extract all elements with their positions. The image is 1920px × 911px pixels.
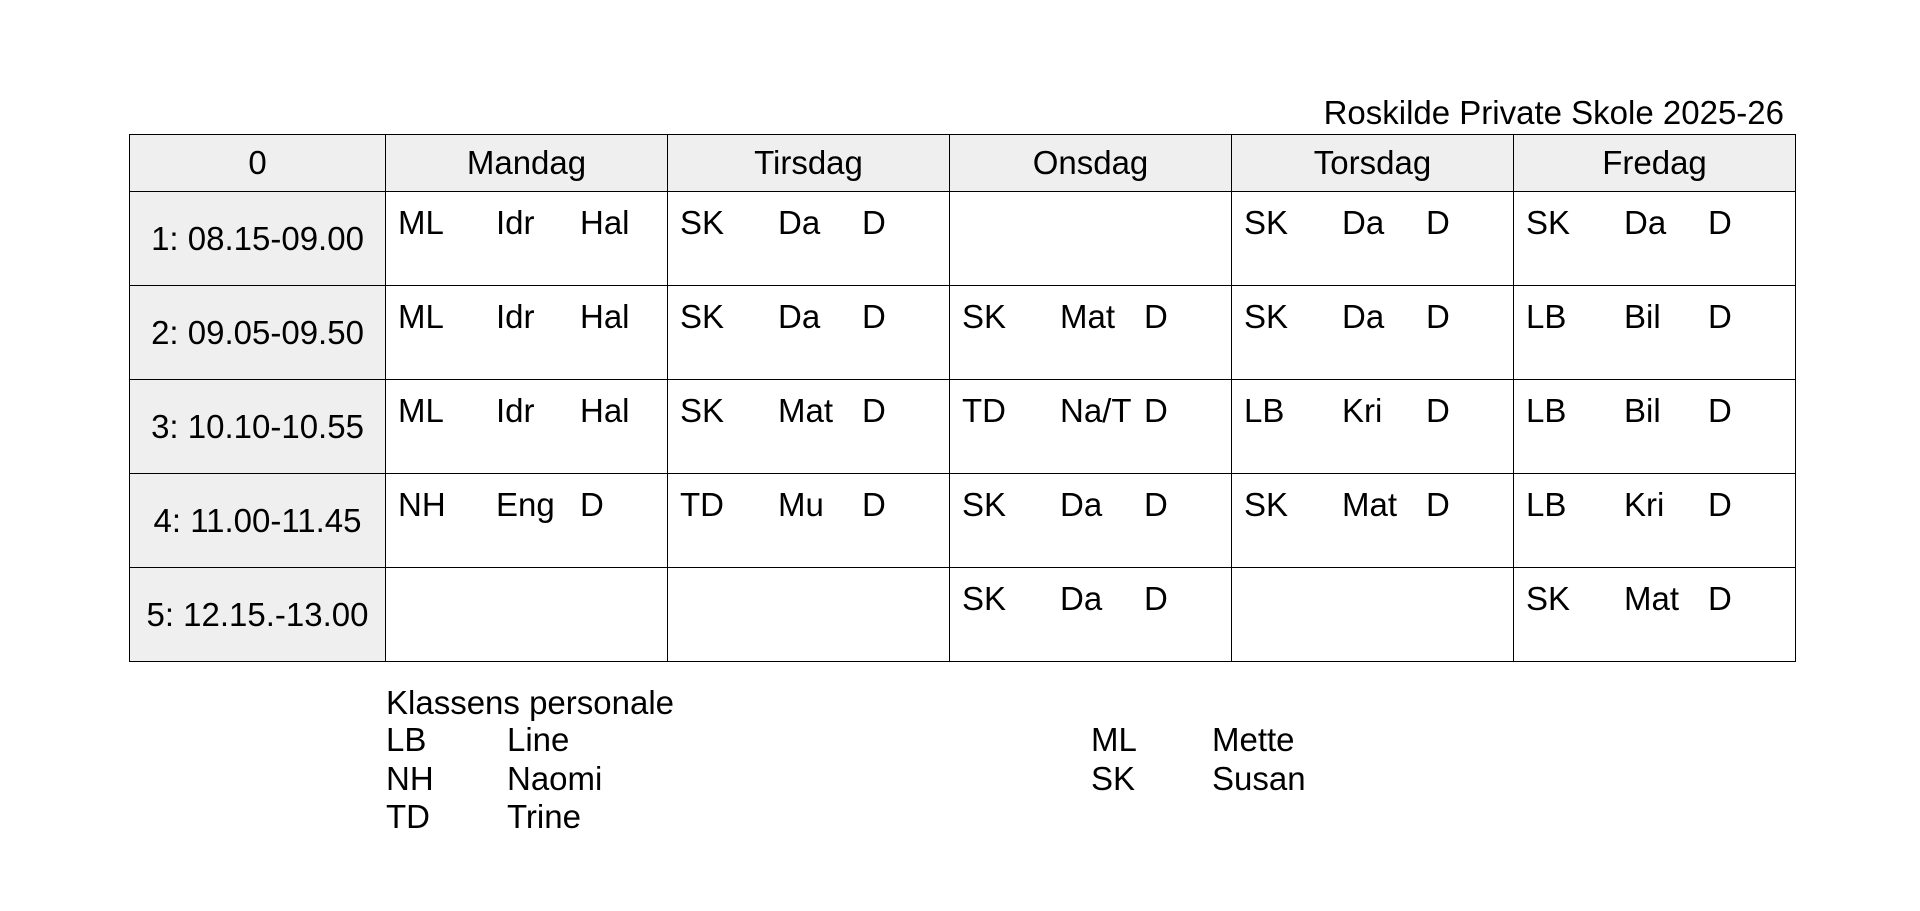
room-code: D [1708, 392, 1732, 429]
subject-code: Bil [1624, 298, 1661, 335]
teacher-code: SK [1526, 580, 1571, 617]
lesson-cell [1514, 380, 1796, 474]
room-code: D [1426, 392, 1450, 429]
staff-code: ML [1091, 721, 1137, 758]
lesson-cell [668, 380, 950, 474]
room-code: Hal [580, 204, 630, 241]
lesson-cell [1232, 380, 1514, 474]
room-code: D [1708, 298, 1732, 335]
room-code: D [1426, 204, 1450, 241]
room-code: D [862, 392, 886, 429]
teacher-code: SK [680, 204, 725, 241]
teacher-code: ML [398, 392, 444, 429]
teacher-code: SK [1244, 298, 1289, 335]
room-code: D [862, 486, 886, 523]
room-code: D [862, 204, 886, 241]
timetable [129, 134, 1796, 662]
lesson-cell [950, 380, 1232, 474]
period-row [130, 286, 1796, 380]
teacher-code: SK [962, 298, 1007, 335]
lesson-cell [668, 474, 950, 568]
subject-code: Bil [1624, 392, 1661, 429]
subject-code: Na/T [1060, 392, 1132, 429]
teacher-code: LB [1244, 392, 1285, 429]
room-code: D [1144, 392, 1168, 429]
lesson-cell [668, 192, 950, 286]
staff-title: Klassens personale [386, 684, 675, 721]
subject-code: Da [1624, 204, 1667, 241]
period-row [130, 568, 1796, 662]
period-cell: 2: 09.05-09.50 [130, 286, 386, 380]
room-code: D [1144, 486, 1168, 523]
lesson-cell [1232, 286, 1514, 380]
lesson-cell [1232, 474, 1514, 568]
header-day-tirsdag: Tirsdag [668, 135, 950, 192]
lesson-cell [1232, 192, 1514, 286]
teacher-code: SK [680, 298, 725, 335]
subject-code: Da [778, 298, 821, 335]
staff-name: Susan [1212, 760, 1306, 797]
period-row [130, 474, 1796, 568]
header-day-mandag: Mandag [386, 135, 668, 192]
header-day-torsdag: Torsdag [1232, 135, 1514, 192]
subject-code: Mat [778, 392, 834, 429]
lesson-cell [386, 568, 668, 662]
teacher-code: SK [962, 580, 1007, 617]
staff-name: Mette [1212, 721, 1295, 758]
subject-code: Kri [1342, 392, 1383, 429]
room-code: D [1708, 580, 1732, 617]
lesson-cell [386, 474, 668, 568]
room-code: D [862, 298, 886, 335]
subject-code: Da [1342, 204, 1385, 241]
lesson-cell [386, 286, 668, 380]
room-code: D [1708, 204, 1732, 241]
header-row [130, 135, 1796, 192]
teacher-code: ML [398, 298, 444, 335]
subject-code: Mu [778, 486, 824, 523]
teacher-code: LB [1526, 486, 1567, 523]
period-cell: 3: 10.10-10.55 [130, 380, 386, 474]
staff-name: Trine [507, 798, 581, 835]
room-code: Hal [580, 298, 630, 335]
school-title: Roskilde Private Skole 2025-26 [1323, 94, 1784, 131]
subject-code: Da [778, 204, 821, 241]
staff-code: TD [386, 798, 430, 835]
room-code: D [1426, 486, 1450, 523]
header-corner: 0 [130, 135, 386, 192]
teacher-code: LB [1526, 392, 1567, 429]
subject-code: Idr [496, 204, 535, 241]
period-cell: 1: 08.15-09.00 [130, 192, 386, 286]
period-cell: 4: 11.00-11.45 [130, 474, 386, 568]
lesson-cell [1514, 568, 1796, 662]
teacher-code: TD [680, 486, 724, 523]
teacher-code: NH [398, 486, 446, 523]
period-row [130, 380, 1796, 474]
header-day-onsdag: Onsdag [950, 135, 1232, 192]
subject-code: Da [1342, 298, 1385, 335]
teacher-code: SK [1244, 486, 1289, 523]
teacher-code: ML [398, 204, 444, 241]
lesson-cell [1232, 568, 1514, 662]
period-row [130, 192, 1796, 286]
room-code: D [1708, 486, 1732, 523]
staff-code: NH [386, 760, 434, 797]
lesson-cell [1514, 286, 1796, 380]
lesson-cell [1514, 474, 1796, 568]
lesson-cell [950, 192, 1232, 286]
subject-code: Mat [1342, 486, 1398, 523]
lesson-cell [386, 380, 668, 474]
teacher-code: SK [1244, 204, 1289, 241]
subject-code: Idr [496, 298, 535, 335]
staff-code: LB [386, 721, 427, 758]
room-code: D [1426, 298, 1450, 335]
room-code: D [580, 486, 604, 523]
staff-name: Naomi [507, 760, 603, 797]
lesson-cell [950, 474, 1232, 568]
header-day-fredag: Fredag [1514, 135, 1796, 192]
room-code: D [1144, 580, 1168, 617]
staff-name: Line [507, 721, 570, 758]
subject-code: Da [1060, 580, 1103, 617]
subject-code: Da [1060, 486, 1103, 523]
period-cell: 5: 12.15.-13.00 [130, 568, 386, 662]
lesson-cell [668, 286, 950, 380]
lesson-cell [386, 192, 668, 286]
teacher-code: SK [680, 392, 725, 429]
room-code: Hal [580, 392, 630, 429]
teacher-code: LB [1526, 298, 1567, 335]
lesson-cell [1514, 192, 1796, 286]
teacher-code: TD [962, 392, 1006, 429]
staff-code: SK [1091, 760, 1136, 797]
subject-code: Mat [1060, 298, 1116, 335]
subject-code: Idr [496, 392, 535, 429]
subject-code: Eng [496, 486, 555, 523]
subject-code: Mat [1624, 580, 1680, 617]
lesson-cell [950, 286, 1232, 380]
lesson-cell [950, 568, 1232, 662]
teacher-code: SK [1526, 204, 1571, 241]
teacher-code: SK [962, 486, 1007, 523]
room-code: D [1144, 298, 1168, 335]
subject-code: Kri [1624, 486, 1665, 523]
lesson-cell [668, 568, 950, 662]
